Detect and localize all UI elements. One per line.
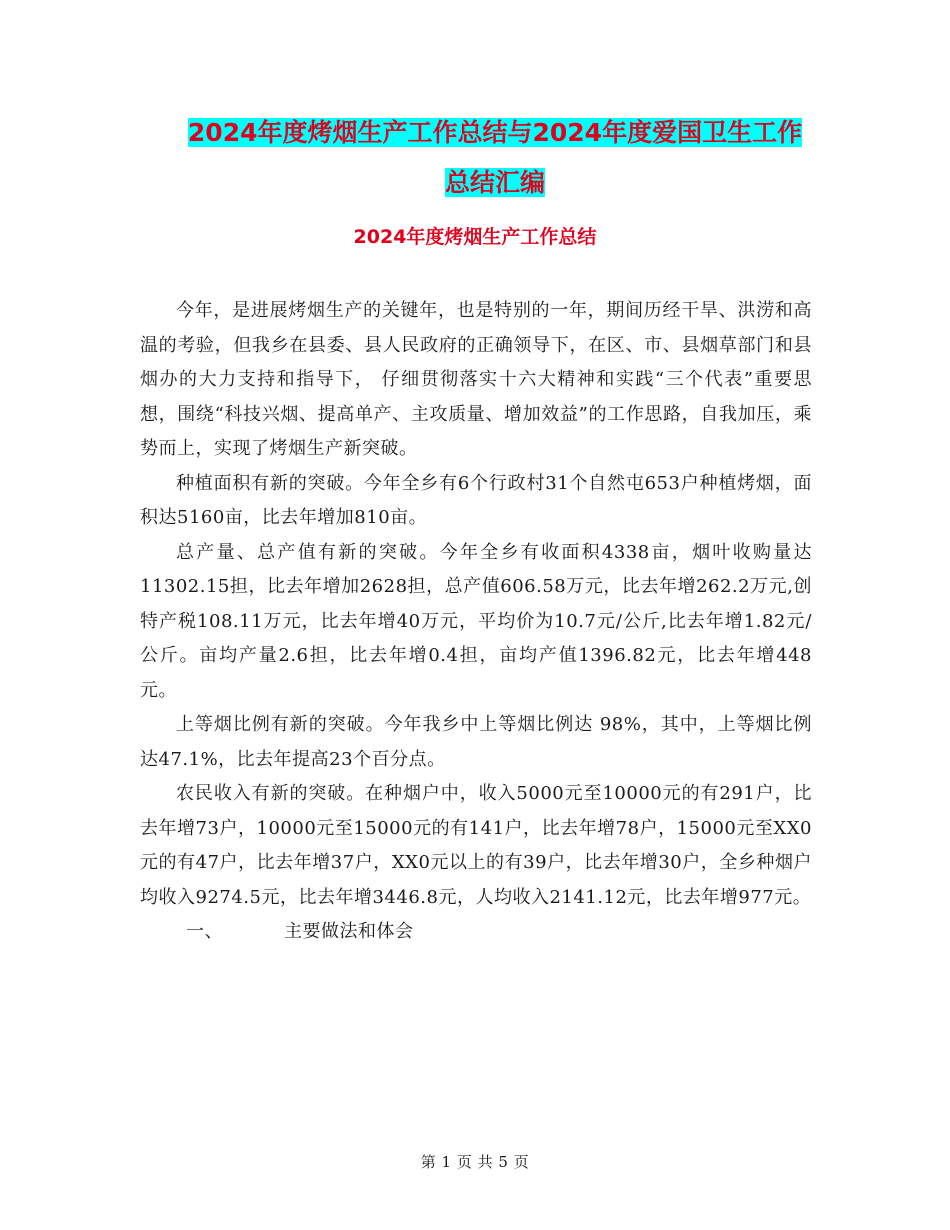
paragraph-quality-ratio: 上等烟比例有新的突破。今年我乡中上等烟比例达 98%，其中，上等烟比例达47.1%，比去年提高23个百分点。: [140, 714, 812, 770]
document-body: [140, 294, 812, 950]
subheading-number: 一、: [186, 921, 223, 942]
document-title-line1: 2024年度烤烟生产工作总结与2024年度爱国卫生工作: [187, 118, 803, 147]
subheading-main-practices: [140, 915, 812, 950]
subheading-text: 主要做法和体会: [284, 921, 414, 942]
document-title: [140, 108, 850, 208]
paragraph-farmer-income: 农民收入有新的突破。在种烟户中，收入5000元至10000元的有291户，比去年增73户，10000元至15000元的有141户，比去年增78户，15000元至XX0元的有47户，比去年增37户，XX0元以上的有39户，比去年增30户，全乡种烟户均收入9274.5元，比去年增3446.8元，人均收入2141.12元，比去年增977元。: [140, 783, 812, 908]
page-footer: 第 1 页 共 5 页: [420, 1153, 530, 1171]
section-title: 2024年度烤烟生产工作总结: [353, 226, 597, 248]
paragraph-output-value: 总产量、总产值有新的突破。今年全乡有收面积4338亩，烟叶收购量达11302.15担，比去年增加2628担，总产值606.58万元，比去年增262.2万元,创特产税108.11万元，比去年增40万元，平均价为10.7元/公斤,比去年增1.82元/公斤。亩均产量2.6担，比去年增0.4担，亩均产值1396.82元，比去年增448元。: [140, 541, 812, 701]
paragraph-planting-area: 种植面积有新的突破。今年全乡有6个行政村31个自然屯653户种植烤烟，面积达5160亩，比去年增加810亩。: [140, 472, 812, 528]
paragraph-intro: 今年，是进展烤烟生产的关键年，也是特别的一年，期间历经干旱、洪涝和高温的考验，但我乡在县委、县人民政府的正确领导下，在区、市、县烟草部门和县烟办的大力支持和指导下， 仔细贯彻落实十六大精神和实践“三个代表”重要思想，围绕“科技兴烟、提高单产、主攻质量、增加效益”的工作思路，自我加压，乘势而上，实现了烤烟生产新突破。: [140, 300, 812, 459]
document-title-line2: 总结汇编: [444, 168, 545, 197]
